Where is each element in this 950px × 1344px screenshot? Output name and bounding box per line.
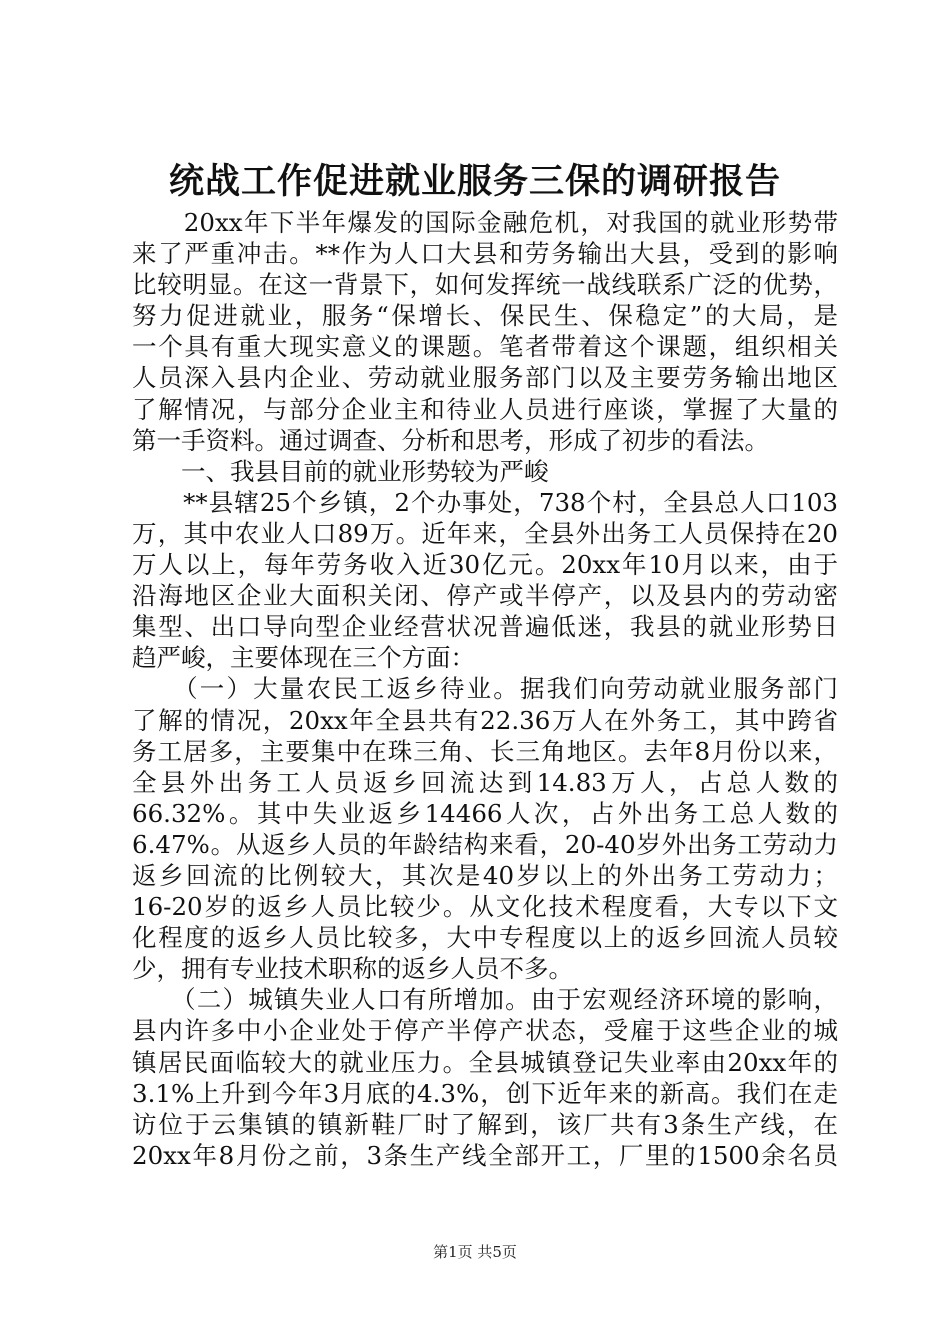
document-body: [132, 207, 838, 1171]
text-line: 沿海地区企业大面积关闭、停产或半停产，以及县内的劳动密: [132, 581, 838, 611]
text-line: 少，拥有专业技术职称的返乡人员不多。: [132, 954, 573, 984]
text-line: 访位于云集镇的镇新鞋厂时了解到，该厂共有3条生产线，在: [132, 1109, 838, 1139]
text-line: 一、我县目前的就业形势较为严峻: [132, 456, 549, 486]
text-line: 化程度的返乡人员比较多，大中专程度以上的返乡回流人员较: [132, 923, 838, 953]
text-line: 了解情况，与部分企业主和待业人员进行座谈，掌握了大量的: [132, 394, 838, 424]
text-line: 全县外出务工人员返乡回流达到14.83万人，占总人数的: [132, 767, 838, 797]
text-line: 来了严重冲击。**作为人口大县和劳务输出大县，受到的影响: [132, 239, 838, 269]
text-line: **县辖25个乡镇，2个办事处，738个村，全县总人口103: [132, 487, 838, 517]
text-line: 努力促进就业，服务“保增长、保民生、保稳定”的大局，是: [132, 301, 838, 331]
text-line: 万，其中农业人口89万。近年来，全县外出务工人员保持在20: [132, 518, 838, 548]
text-line: 20xx年8月份之前，3条生产线全部开工，厂里的1500余名员: [132, 1140, 838, 1170]
text-line: 66.32%。其中失业返乡14466人次，占外出务工总人数的: [132, 798, 838, 828]
text-line: 6.47%。从返乡人员的年龄结构来看，20-40岁外出务工劳动力: [132, 829, 838, 859]
text-line: 镇居民面临较大的就业压力。全县城镇登记失业率由20xx年的: [132, 1047, 838, 1077]
text-line: 人员深入县内企业、劳动就业服务部门以及主要劳务输出地区: [132, 363, 838, 393]
text-line: 趋严峻，主要体现在三个方面：: [132, 643, 475, 673]
text-line: 了解的情况，20xx年全县共有22.36万人在外务工，其中跨省: [132, 705, 838, 735]
text-line: 20xx年下半年爆发的国际金融危机，对我国的就业形势带: [132, 208, 838, 237]
text-line: 万人以上，每年劳务收入近30亿元。20xx年10月以来，由于: [132, 550, 838, 580]
text-line: （二）城镇失业人口有所增加。由于宏观经济环境的影响，: [132, 985, 838, 1015]
text-line: 第一手资料。通过调查、分析和思考，形成了初步的看法。: [132, 425, 769, 455]
text-line: 一个具有重大现实意义的课题。笔者带着这个课题，组织相关: [132, 332, 838, 362]
text-line: （一）大量农民工返乡待业。据我们向劳动就业服务部门: [132, 674, 838, 704]
text-line: 16-20岁的返乡人员比较少。从文化技术程度看，大专以下文: [132, 892, 838, 922]
text-line: 县内许多中小企业处于停产半停产状态，受雇于这些企业的城: [132, 1016, 838, 1046]
text-line: 返乡回流的比例较大，其次是40岁以上的外出务工劳动力；: [132, 860, 838, 890]
text-line: 比较明显。在这一背景下，如何发挥统一战线联系广泛的优势，: [132, 270, 838, 300]
document-title: 统战工作促进就业服务三保的调研报告: [168, 161, 781, 202]
page-number-footer: 第1页 共5页: [433, 1243, 517, 1261]
text-line: 务工居多，主要集中在珠三角、长三角地区。去年8月份以来，: [132, 736, 838, 766]
text-line: 集型、出口导向型企业经营状况普遍低迷，我县的就业形势日: [132, 612, 838, 642]
text-line: 3.1%上升到今年3月底的4.3%，创下近年来的新高。我们在走: [132, 1078, 838, 1108]
